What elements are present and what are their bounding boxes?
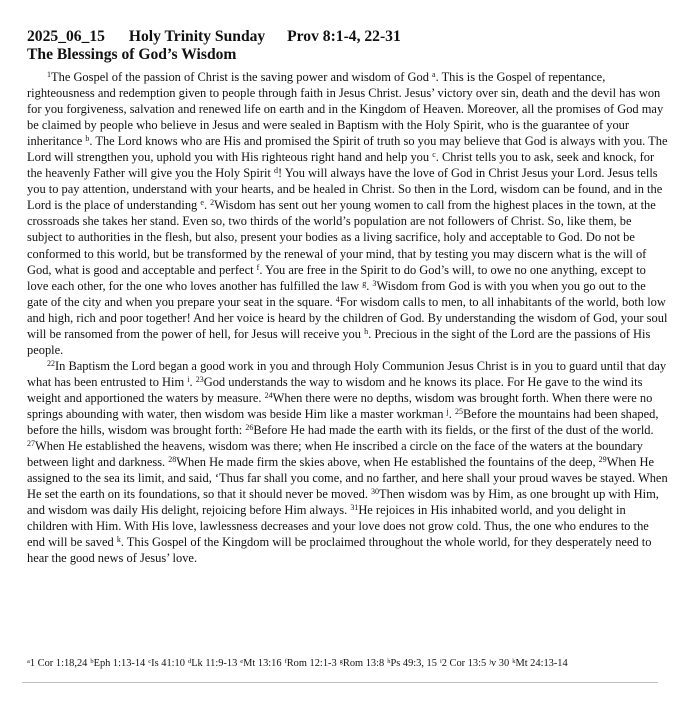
reference-marker: i <box>187 374 190 384</box>
reference-marker: a <box>432 70 436 79</box>
text-run: Wisdom has sent out her young women to call from the highest places in the town, at the crossroads she takes her stand. Even so, two thirds of the world’s population are not followers of Christ. So, like them, be subject to authorities in the flesh, but also, present your bodies as a living sacrifice, holy and acceptable to God. Do not be conformed to this world, but be transformed by the renewal of your mind, that by testing you may discern what is the will of God, what is good and acceptable and perfect <box>27 198 656 277</box>
footnote-marker: e <box>240 658 244 665</box>
reference-marker: 22 <box>47 358 55 368</box>
reference-marker: b <box>85 134 90 144</box>
text-run: When He made firm the skies above, when He established the fountains of the deep, <box>176 455 599 470</box>
document-header <box>27 28 668 64</box>
text-run: The Gospel of the passion of Christ is the saving power and wisdom of God <box>51 70 433 84</box>
sermon-body <box>27 69 668 566</box>
reference-marker: 4 <box>335 294 340 304</box>
footnote-reference: 2 Cor 13:5 <box>441 658 487 669</box>
footnote <box>440 658 486 669</box>
reference-marker: e <box>200 198 204 208</box>
footnote-reference: Ps 49:3, 15 <box>390 658 437 669</box>
reference-marker: 31 <box>350 503 359 513</box>
text-run: When He assigned to the sea its limit, and said, ‘Thus far shall you come, and no farther, and here shall your proud waves be stayed. When He set the earth on its foundations, so that it should never be moved. <box>27 455 668 502</box>
footnote-marker: k <box>512 658 516 665</box>
footnote-marker: a <box>27 658 30 665</box>
footnote <box>148 658 185 669</box>
reference-marker: k <box>116 535 121 545</box>
footnote-reference: v 30 <box>491 658 510 669</box>
reference-marker: c <box>432 150 436 160</box>
footnote-reference: Mt 24:13-14 <box>515 658 568 669</box>
footnote <box>90 658 145 669</box>
paragraph-2 <box>27 358 668 567</box>
text-run: When He established the heavens, wisdom was there; when He inscribed a circle on the face of the waters at the boundary between light and darkness. <box>27 439 643 470</box>
footnote-marker: i <box>439 658 442 665</box>
text-run: In Baptism the Lord began a good work in you and through Holy Communion Jesus Christ is in you to guard until that day what has been entrusted to Him <box>27 358 667 389</box>
footnote <box>512 658 568 669</box>
reference-marker: 3 <box>372 278 377 288</box>
footnote-marker: f <box>284 658 287 665</box>
header-line <box>27 28 668 46</box>
text-run: . This is the Gospel of repentance, righteousness and redemption given to people through faith in Jesus Christ. Jesus’ victory over sin, death and the devil has won for you forgiveness, salvation and renewed life on earth and in the Kingdom of Heaven. Moreover, all the promises of God may be claimed by people who believe in Jesus and were sealed in Baptism with the Holy Spirit, who is the guarantee of your inheritance <box>27 70 664 149</box>
sermon-date: 2025_06_15 <box>27 28 105 45</box>
footnote-marker: j <box>489 658 492 665</box>
text-run: Before the mountains had been shaped, before the hills, wisdom was brought forth: <box>27 406 659 438</box>
text-run: Before He had made the earth with its fields, or the first of the dust of the world. <box>253 423 654 438</box>
footnote <box>27 658 87 669</box>
text-run: When there were no depths, wisdom was brought forth. When there were no springs abounding with water, then wisdom was beside Him like a master workman <box>27 390 653 421</box>
sunday-name: Holy Trinity Sunday <box>128 28 266 45</box>
footer-divider <box>22 682 658 683</box>
reference-marker: j <box>446 406 449 416</box>
footnote-reference: Eph 1:13-14 <box>93 658 146 669</box>
text-run: . <box>448 406 455 421</box>
text-run: . <box>366 278 373 293</box>
reference-marker: g <box>362 278 367 288</box>
footnote <box>387 658 437 669</box>
text-run: Wisdom from God is with you when you go out to the gate of the city and when you prepare your seat in the square. <box>27 278 646 309</box>
reference-marker: 1 <box>47 70 51 79</box>
footnote-reference: Lk 11:9-13 <box>191 658 238 669</box>
reference-marker: d <box>273 166 278 176</box>
reference-marker: 28 <box>168 455 177 465</box>
reference-marker: 2 <box>210 198 215 208</box>
scripture-reading: Prov 8:1-4, 22-31 <box>287 28 401 45</box>
footnote <box>285 658 337 669</box>
footnote-reference: Rom 13:8 <box>342 658 385 669</box>
footnote-reference: Rom 12:1-3 <box>286 658 337 669</box>
footnote-reference: Mt 13:16 <box>243 658 282 669</box>
text-run: He rejoices in His inhabited world, and you delight in children with Him. With His love, lawlessness decreases and your love does not grow cold. Thus, the one who endures to the end will be saved <box>27 503 649 550</box>
paragraph-1 <box>27 69 668 358</box>
footnote <box>340 658 385 669</box>
text-run: . Christ tells you to ask, seek and knock, for the heavenly Father will give you the Holy Spirit <box>27 150 655 181</box>
footnote-marker: h <box>387 658 391 665</box>
reference-marker: 23 <box>195 374 204 384</box>
footnote <box>240 658 281 669</box>
footnotes <box>27 658 571 669</box>
footnote-reference: 1 Cor 1:18,24 <box>29 658 88 669</box>
footnote <box>188 658 237 669</box>
reference-marker: 29 <box>598 455 607 465</box>
text-run: . You are free in the Spirit to do God’s will, to owe no one anything, except to love each other, for the one who loves another has fulfilled the law <box>27 262 646 293</box>
reference-marker: 27 <box>27 439 35 449</box>
reference-marker: 26 <box>245 423 254 433</box>
footnote-reference: Is 41:10 <box>151 658 185 669</box>
text-run: . Precious in the sight of the Lord are the passions of His people. <box>27 326 651 357</box>
reference-marker: 24 <box>264 390 273 400</box>
text-run: . The Lord knows who are His and promised the Spirit of truth so you may believe that God is always with you. The Lord will strengthen you, uphold you with His righteous right hand and help you <box>27 134 668 165</box>
footnote-marker: b <box>90 658 94 665</box>
text-run: Then wisdom was by Him, as one brought up with Him, and wisdom was daily His delight, rejoicing before Him always. <box>27 487 659 518</box>
text-run: . This Gospel of the Kingdom will be proclaimed throughout the whole world, for they desperately need to hear the good news of Jesus’ love. <box>27 535 652 566</box>
text-run: . <box>203 198 211 213</box>
footnote-marker: c <box>148 658 152 665</box>
reference-marker: 30 <box>371 487 380 497</box>
text-run: . <box>189 374 196 389</box>
reference-marker: f <box>256 262 260 272</box>
footnote-marker: g <box>339 658 343 665</box>
footnote <box>489 658 509 669</box>
footnote-marker: d <box>187 658 192 665</box>
reference-marker: 25 <box>455 406 463 416</box>
text-run: For wisdom calls to men, to all inhabitants of the world, both low and high, rich and poor together! And her voice is heard by the children of God. By understanding the wisdom of God, your soul will be ransomed from the power of hell, for Jesus will receive you <box>27 294 668 341</box>
text-run: ! You will always have the love of God in Christ Jesus your Lord. Jesus tells you to pay attention, understand with your hearts, and be healed in Christ. So then in the Lord, wisdom can be found, and in the Lord is the place of understanding <box>27 166 663 213</box>
text-run: God understands the way to wisdom and he knows its place. For He gave to the wind its weight and apportioned the waters by measure. <box>27 374 643 405</box>
sermon-title: The Blessings of God’s Wisdom <box>27 46 237 63</box>
reference-marker: h <box>364 326 369 336</box>
